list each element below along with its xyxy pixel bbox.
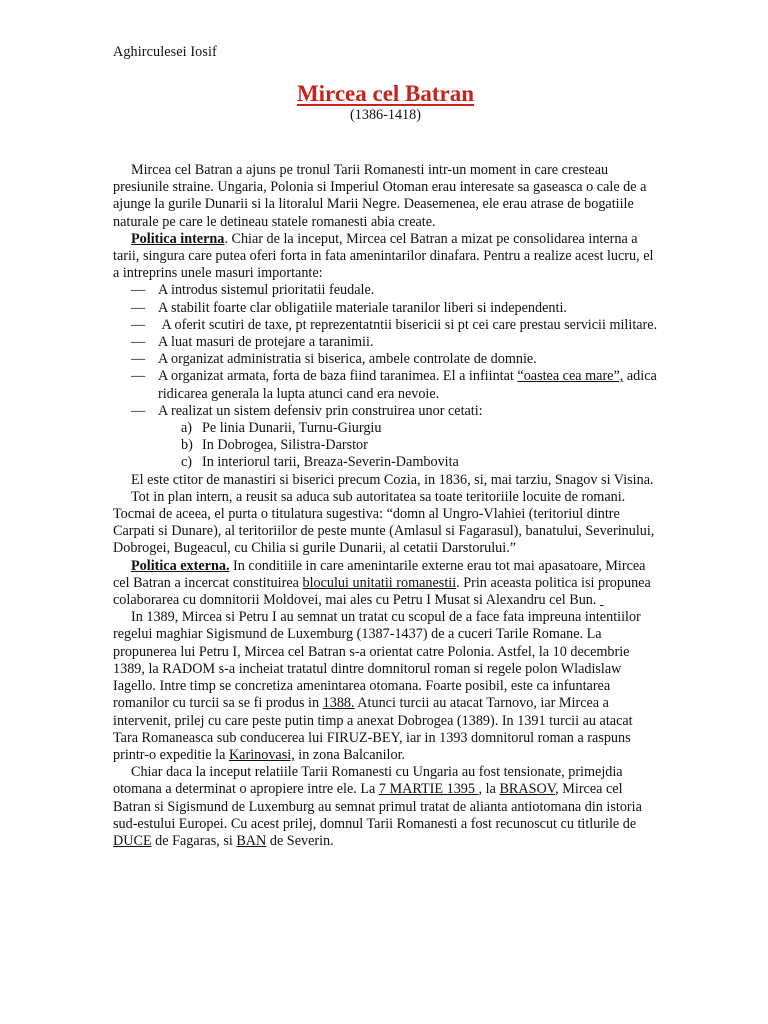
karinovasi-link[interactable]: Karinovasi, <box>228 746 295 763</box>
list-item <box>113 368 658 402</box>
list-item-text: Pe linia Dunarii, Turnu-Giurgiu <box>202 420 382 437</box>
document-page <box>113 44 658 850</box>
list-item-text: A stabilit foarte clar obligatiile materiale taranilor liberi si independenti. <box>158 299 567 316</box>
list-item <box>113 454 658 471</box>
date-1395-link[interactable]: 7 MARTIE 1395 <box>378 781 479 798</box>
year-1388-link[interactable]: 1388. <box>322 695 355 712</box>
external-policy-text-end: . Prin aceasta politica isi propunea colaborarea cu domnitorii Moldovei, mai ales cu Petru I Musat si Alexandru cel Bun. <box>113 574 651 609</box>
trailing-underline <box>600 592 604 608</box>
army-text-end: adica ridicarea generala la lupta atunci cand era nevoie. <box>158 368 657 402</box>
document-body <box>113 162 658 850</box>
list-marker: c) <box>181 454 193 471</box>
hungary-text-c2: , Mircea cel Batran si Sigismund de Luxemburg au semnat primul tratat de alianta antiotomana din istoria sud-estului Europei. Cu acest prilej, domnul Tarii Romanesti a fost recunoscut cu titlurile de <box>113 781 642 832</box>
army-text: A organizat armata, forta de baza fiind taranimea. El a infiintat <box>158 368 518 385</box>
dash-marker: — <box>131 368 146 385</box>
list-item-text: In interiorul tarii, Breaza-Severin-Dambovita <box>202 454 459 471</box>
list-marker: a) <box>181 420 193 437</box>
dash-marker: — <box>131 402 146 419</box>
external-policy-paragraph <box>113 558 658 610</box>
external-policy-text: In conditiile in care amenintarile externe erau tot mai apasatoare, Mircea cel Batran a incercat constituirea <box>113 557 646 591</box>
list-item <box>113 420 658 437</box>
dash-marker: — <box>131 334 146 351</box>
intro-paragraph: Mircea cel Batran a ajuns pe tronul Tarii Romanesti intr-un moment in care cresteau presiunile straine. Ungaria, Polonia si Imperiul Otoman erau interesate sa gaseasca o cale de a ajunge la gurile Dunarii si la litoralul Marii Negre. Deasemenea, ele erau atrase de bogatiile naturale pe care le detineau statele romanesti abia create. <box>113 162 647 230</box>
list-item <box>113 334 658 351</box>
document-title: Mircea cel Batran <box>296 81 475 106</box>
hungary-text-c1: , la <box>478 781 500 798</box>
list-marker: b) <box>181 437 193 454</box>
ban-link[interactable]: BAN <box>236 832 267 849</box>
external-policy-heading: Politica externa. <box>131 557 230 574</box>
list-item-text: A luat masuri de protejare a taranimii. <box>158 334 374 351</box>
treaty-1389-text-end: in zona Balcanilor. <box>294 746 406 763</box>
list-item <box>113 300 658 317</box>
internal-policy-heading: Politica interna <box>131 230 225 247</box>
internal-policy-text: . Chiar de la inceput, Mircea cel Batran a mizat pe consolidarea interna a tarii, singura care putea oferi forta in fata amenintarilor dinafara. Pentru a realize acest lucru, el a intreprins unele masuri importante: <box>113 230 654 282</box>
list-item-text: A organizat administratia si biserica, ambele controlate de domnie. <box>158 351 537 368</box>
treaty-1389-text: In 1389, Mircea si Petru I au semnat un tratat cu scopul de a face fata impreuna intentiilor regelui maghiar Sigismund de Luxemburg (1387-1437) de a cuceri Tarile Romane. La propunerea lui Petru I, Mircea cel Batran s-a orientat catre Polonia. Astfel, la 10 decembrie 1389, la RADOM s-a incheiat tratatul dintre domnitorul roman si regele polon Wladislaw Iagello. Intre timp se concretiza amenintarea otomana. Foarte posibil, este ca infuntarea romanilor cu turcii sa se fi produs in <box>113 609 641 712</box>
list-item <box>113 403 658 420</box>
dash-marker: — <box>131 316 146 333</box>
dash-marker: — <box>131 299 146 316</box>
list-item-text: A realizat un sistem defensiv prin construirea unor cetati: <box>158 402 483 419</box>
list-item <box>113 437 658 454</box>
list-item-text: A oferit scutiri de taxe, pt reprezentatntii bisericii si pt cei care prestau servicii militare. <box>158 316 658 333</box>
hungary-text: Chiar daca la inceput relatiile Tarii Romanesti cu Ungaria au fost tensionate, primejdia otomana a determinat o apropiere intre ele. La <box>113 764 623 798</box>
fortresses-list <box>113 420 658 472</box>
treaty-1389-paragraph <box>113 609 658 764</box>
internal-plan-paragraph: Tot in plan intern, a reusit sa aduca sub autoritatea sa toate teritoriile locuite de romani. Tocmai de aceea, el purta o titulatura sugestiva: “domn al Ungro-Vlahiei (teritoriul dintre Carpati si Dunare), al teritoriilor de peste munte (Amlasul si Fagarasul), banatului, Severinului, Dobrogei, Bugeacul, cu Chilia si gurile Dunarii, al cetatii Darstorului.” <box>113 488 655 557</box>
brasov-link[interactable]: BRASOV <box>499 781 556 798</box>
list-item <box>113 282 658 299</box>
duce-link[interactable]: DUCE <box>113 832 152 849</box>
treaty-1389-text-mid: Atunci turcii au atacat Tarnovo, iar Mircea a intervenit, prilej cu care peste putin timp a anexat Dobrogea (1389). In 1391 turcii au atacat Tara Romaneasca sub conducerea lui FIRUZ-BEY, iar in 1393 domnitorul roman a raspuns printr-o expeditie la <box>113 695 633 763</box>
author-name: Aghirculesei Iosif <box>113 44 217 60</box>
hungary-text-c3: de Fagaras, si <box>151 832 237 849</box>
list-item-text: In Dobrogea, Silistra-Darstor <box>202 437 368 454</box>
internal-measures-list <box>113 282 658 420</box>
reign-years: (1386-1418) <box>350 107 421 123</box>
dash-marker: — <box>131 351 146 368</box>
ctitor-paragraph: El este ctitor de manastiri si biserici precum Cozia, in 1836, si, mai tarziu, Snagov si Visina. <box>131 471 654 488</box>
oastea-cea-mare-link[interactable]: “oastea cea mare”, <box>517 368 624 385</box>
internal-policy-paragraph <box>113 231 658 283</box>
hungary-text-c4: de Severin. <box>266 832 334 849</box>
list-item <box>113 351 658 368</box>
list-item <box>113 317 658 334</box>
dash-marker: — <box>131 282 146 299</box>
hungary-alliance-paragraph <box>113 764 658 850</box>
bloc-unitatii-link[interactable]: blocului unitatii romanestii <box>302 574 457 591</box>
list-item-text: A introdus sistemul prioritatii feudale. <box>158 282 375 299</box>
